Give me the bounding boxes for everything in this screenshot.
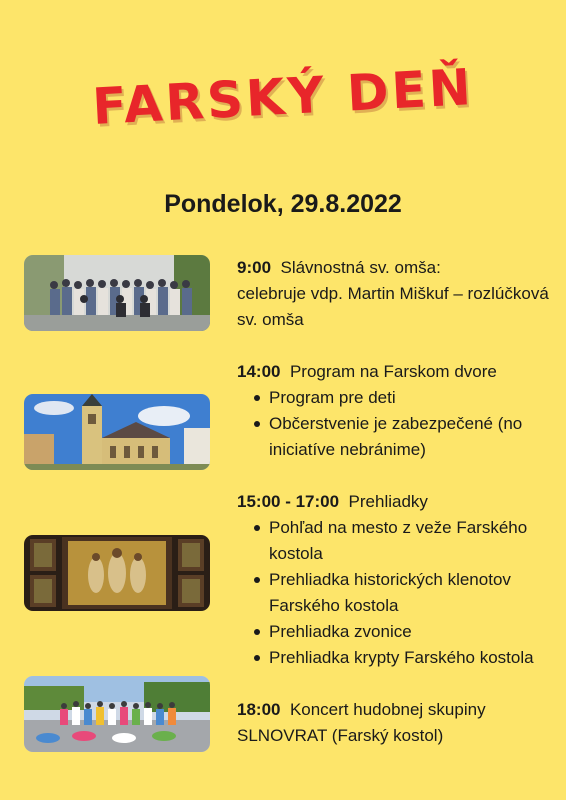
list-item: Prehliadka krypty Farského kostola xyxy=(237,645,557,671)
event-time: 18:00 xyxy=(237,700,281,719)
event-time: 15:00 - 17:00 xyxy=(237,492,340,511)
altar-photo-icon xyxy=(24,535,210,611)
list-item: Program pre deti xyxy=(237,385,557,411)
list-item: Prehliadka zvonice xyxy=(237,619,557,645)
page-title: FARSKÝ DEŇ xyxy=(90,58,476,136)
event-14 xyxy=(237,359,557,463)
church-photo-icon xyxy=(24,394,210,470)
event-title: Program na Farskom dvore xyxy=(289,362,497,381)
event-detail: SLNOVRAT (Farský kostol) xyxy=(237,726,444,745)
group-photo-icon xyxy=(24,255,210,331)
schedule xyxy=(237,255,557,775)
event-time: 9:00 xyxy=(237,258,272,277)
event-time: 14:00 xyxy=(237,362,281,381)
event-title: Koncert hudobnej skupiny xyxy=(289,700,486,719)
event-title: Prehliadky xyxy=(348,492,428,511)
event-18 xyxy=(237,697,557,749)
event-title: Slávnostná sv. omša: xyxy=(280,258,441,277)
list-item: Prehliadka historických klenotov Farského kostola xyxy=(237,567,557,619)
event-detail: celebruje vdp. Martin Miškuf – rozlúčková sv. omša xyxy=(237,284,549,329)
list-item: Pohľad na mesto z veže Farského kostola xyxy=(237,515,557,567)
event-15 xyxy=(237,489,557,671)
event-date: Pondelok, 29.8.2022 xyxy=(164,190,402,218)
list-item: Občerstvenie je zabezpečené (no iniciatíve nebránime) xyxy=(237,411,557,463)
kids-group-photo-icon xyxy=(24,676,210,752)
event-9 xyxy=(237,255,557,333)
